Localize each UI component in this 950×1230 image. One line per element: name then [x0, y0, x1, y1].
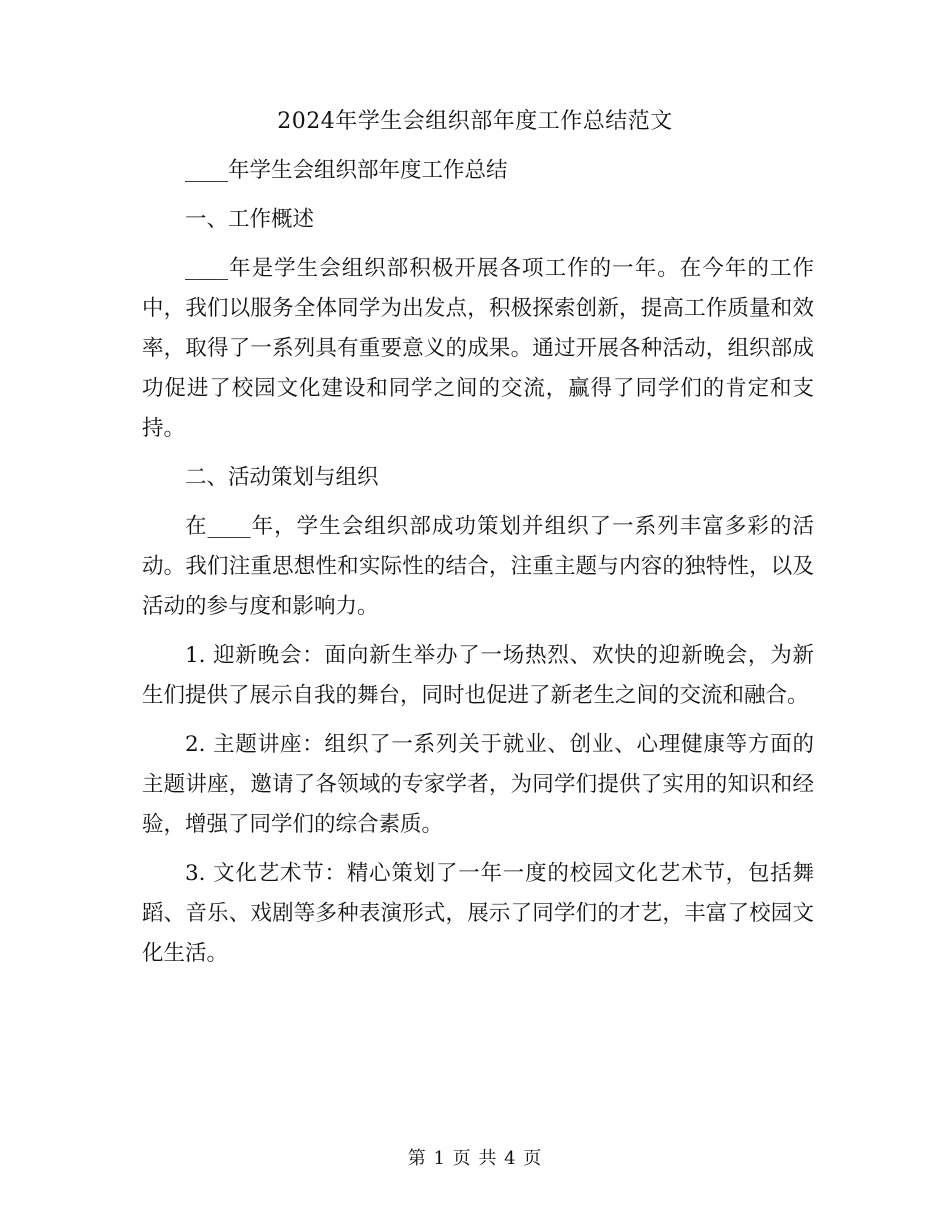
page-number-footer: 第 1 页 共 4 页: [407, 1148, 543, 1169]
document-title: 2024年学生会组织部年度工作总结范文: [277, 109, 673, 134]
document-body: [142, 151, 814, 983]
overview-paragraph: ____年是学生会组织部积极开展各项工作的一年。在今年的工作中，我们以服务全体同学为出发点，积极探索创新，提高工作质量和效率，取得了一系列具有重要意义的成果。通过开展各种活动，组织部成功促进了校园文化建设和同学之间的交流，赢得了同学们的肯定和支持。: [142, 256, 814, 441]
subtitle-paragraph: ____年学生会组织部年度工作总结: [185, 158, 508, 183]
activities-intro-paragraph: 在____年，学生会组织部成功策划并组织了一系列丰富多彩的活动。我们注重思想性和实际性的结合，注重主题与内容的独特性，以及活动的参与度和影响力。: [142, 514, 814, 619]
section-heading-activities: 二、活动策划与组织: [185, 465, 379, 490]
list-item-lectures: 2. 主题讲座：组织了一系列关于就业、创业、心理健康等方面的主题讲座，邀请了各领域的专家学者，为同学们提供了实用的知识和经验，增强了同学们的综合素质。: [142, 732, 814, 837]
list-item-orientation-party: 1. 迎新晚会：面向新生举办了一场热烈、欢快的迎新晚会，为新生们提供了展示自我的舞台，同时也促进了新老生之间的交流和融合。: [142, 643, 814, 708]
section-heading-overview: 一、工作概述: [185, 207, 315, 232]
list-item-arts-festival: 3. 文化艺术节：精心策划了一年一度的校园文化艺术节，包括舞蹈、音乐、戏剧等多种表演形式，展示了同学们的才艺，丰富了校园文化生活。: [142, 861, 814, 966]
